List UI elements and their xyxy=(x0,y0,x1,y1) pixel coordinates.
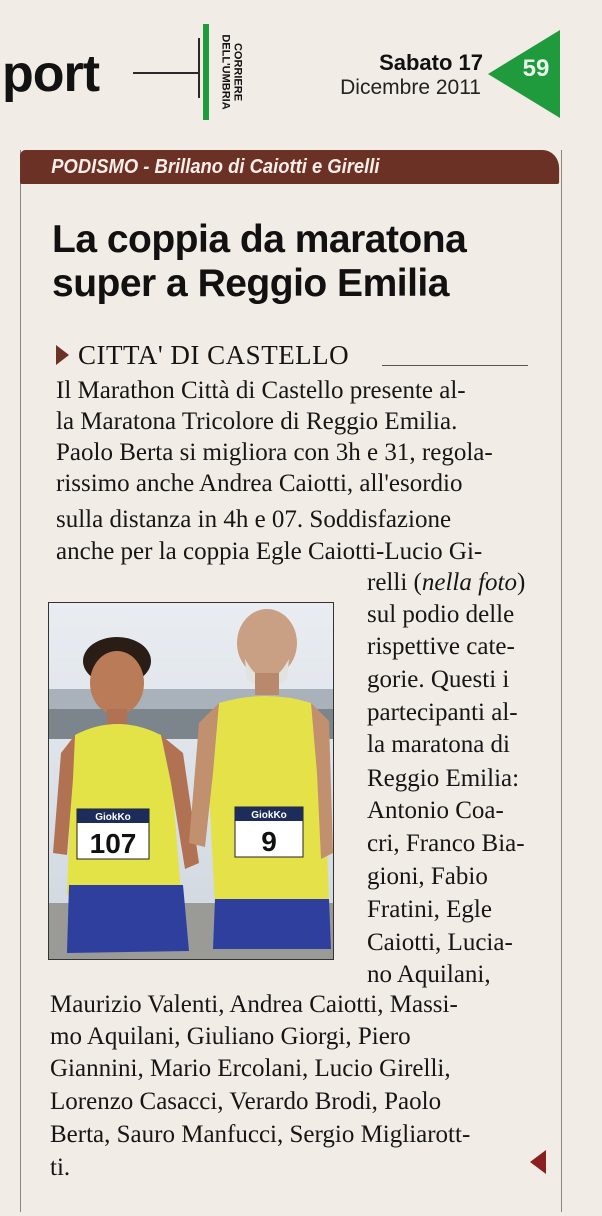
masthead-rule xyxy=(133,72,199,74)
runners-photo-illustration xyxy=(49,603,333,959)
body-line: rissimo anche Andrea Caiotti, all'esordio xyxy=(56,470,463,497)
body-line: Lorenzo Casacci, Verardo Brodi, Paolo xyxy=(50,1088,442,1115)
page-number: 59 xyxy=(522,55,550,82)
body-line: anche per la coppia Egle Caiotti-Lucio Gi- xyxy=(56,538,483,565)
body-line: gioni, Fabio xyxy=(367,863,488,890)
body-line: Caiotti, Lucia- xyxy=(367,929,513,956)
body-line: sul podio delle xyxy=(367,601,515,628)
newspaper-logo xyxy=(212,24,252,120)
body-line: relli (nella foto) xyxy=(367,569,526,596)
body-line: Paolo Berta si migliora con 3h e 31, regola- xyxy=(56,439,493,466)
body-line: Reggio Emilia: xyxy=(367,765,520,792)
bib-sponsor-right: GiokKo xyxy=(251,810,287,821)
headline-line-1: La coppia da maratona xyxy=(52,218,467,261)
bib-number-right: 9 xyxy=(261,826,277,857)
body-line: la maratona di xyxy=(367,731,510,758)
article-end-arrow-icon xyxy=(530,1150,546,1174)
date-month: Dicembre 2011 xyxy=(340,76,481,99)
bib-number-left: 107 xyxy=(89,828,137,859)
body-line: Il Marathon Città di Castello presente al- xyxy=(56,377,466,404)
body-line: la Maratona Tricolore di Reggio Emilia. xyxy=(56,408,458,435)
masthead-divider xyxy=(198,38,200,98)
body-line: gorie. Questi i xyxy=(367,666,510,693)
body-line: ti. xyxy=(50,1154,71,1181)
article-kicker: PODISMO - Brillano di Caiotti e Girelli xyxy=(20,150,559,184)
logo-green-bar xyxy=(203,24,209,120)
dateline-rule xyxy=(382,365,528,366)
logo-line1: CORRIERE xyxy=(232,42,244,102)
article-photo xyxy=(48,602,334,960)
body-line: Antonio Coa- xyxy=(367,797,504,824)
body-line: Maurizio Valenti, Andrea Caiotti, Massi- xyxy=(50,991,458,1018)
bib-sponsor-left: GiokKo xyxy=(95,812,131,823)
location-dateline: CITTA' DI CASTELLO xyxy=(78,340,350,370)
body-line: Berta, Sauro Manfucci, Sergio Migliarott- xyxy=(50,1121,471,1148)
body-line: rispettive cate- xyxy=(367,633,515,660)
headline xyxy=(52,218,552,306)
section-title: port xyxy=(2,45,100,103)
logo-line2: DELL'UMBRIA xyxy=(220,34,232,110)
body-line: mo Aquilani, Giuliano Giorgi, Piero xyxy=(50,1023,411,1050)
photo-reference: nella foto xyxy=(421,569,517,596)
body-line: sulla distanza in 4h e 07. Soddisfazione xyxy=(56,506,452,533)
date-day: Sabato 17 xyxy=(379,50,483,75)
body-line: cri, Franco Bia- xyxy=(367,830,525,857)
headline-line-2: super a Reggio Emilia xyxy=(52,262,449,305)
body-line: Fratini, Egle xyxy=(367,896,492,923)
body-line: partecipanti al- xyxy=(367,699,518,726)
body-line: Giannini, Mario Ercolani, Lucio Girelli, xyxy=(50,1055,451,1082)
body-line: no Aquilani, xyxy=(367,961,491,988)
location-arrow-icon xyxy=(56,345,69,365)
